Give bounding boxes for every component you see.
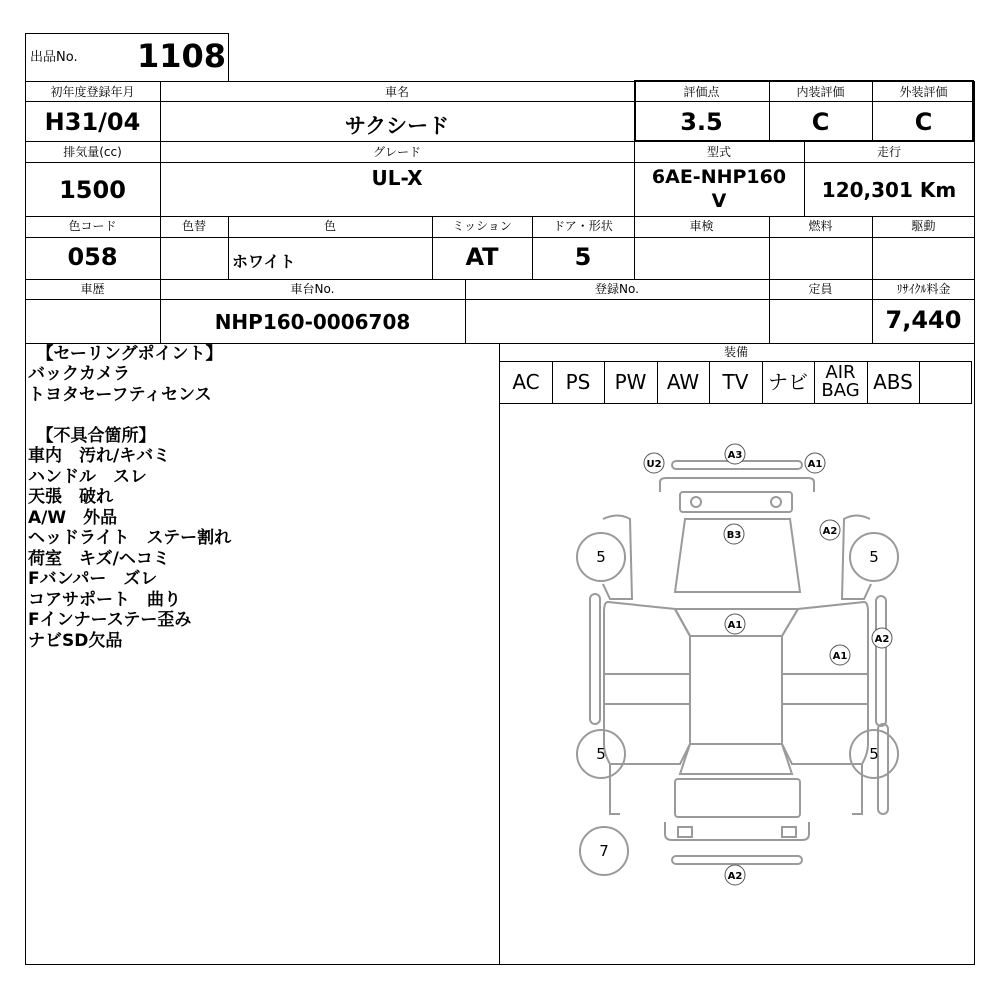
defect-item: ナビSD欠品 [28,631,123,651]
model-value-line2: V [711,190,727,212]
fuel-label: 燃料 [808,219,833,233]
car-name-value: サクシード [344,114,450,138]
selling-point-item: トヨタセーフティセンス [28,385,212,405]
defect-item: 荷室 キズ/ヘコミ [28,549,170,569]
repaint-label: 色替 [181,219,206,233]
lot-label: 出品No. [30,50,78,65]
defects-header: 【不具合箇所】 [28,426,156,446]
defect-item: コアサポート 曲り [28,590,181,610]
defect-item: 車内 汚れ/キバミ [28,446,171,466]
tire-rear-left: 5 [596,745,606,763]
score-label: 評価点 [683,85,720,99]
equipment-navi: ナビ [768,370,808,394]
damage-mark: A2 [727,871,743,882]
vehicle-diagram [500,404,972,964]
tire-front-right: 5 [869,548,879,566]
mileage-value: 120,301 Km [821,178,957,202]
equipment-airbag [814,362,867,402]
damage-mark: A1 [807,459,823,470]
exterior-grade-value: C [914,108,933,136]
drive-label: 駆動 [911,219,936,233]
equipment-tv: TV [722,370,749,394]
color-code-label: 色コード [68,219,117,233]
doors-value: 5 [574,243,592,271]
first-registration-value: H31/04 [44,108,141,136]
capacity-label: 定員 [808,282,833,296]
doors-label: ドア・形状 [553,219,613,233]
history-label: 車歴 [80,282,105,296]
grade-value: UL-X [371,166,423,190]
damage-mark: A1 [727,620,743,631]
defect-item: ハンドル スレ [28,467,147,487]
color-code-value: 058 [67,243,118,271]
equipment-ac: AC [512,370,540,394]
equipment-ps: PS [565,370,591,394]
equipment-abs: ABS [873,370,913,394]
first-registration-label: 初年度登録年月 [50,85,135,99]
tire-rear-right: 5 [869,745,879,763]
defect-item: A/W 外品 [28,508,118,528]
model-value-line1: 6AE-NHP160 [651,166,787,188]
damage-mark: U2 [646,459,662,470]
chassis-label: 車台No. [290,282,335,296]
exterior-grade-label: 外装評価 [899,85,948,99]
selling-point-item: バックカメラ [28,364,130,384]
score-value: 3.5 [680,108,723,136]
chassis-value: NHP160-0006708 [214,310,411,334]
damage-mark: A2 [822,526,838,537]
airbag-line1: AIR [825,362,856,383]
registration-label: 登録No. [595,282,639,296]
defect-item: Fインナーステー歪み [28,610,192,630]
displacement-value: 1500 [59,176,126,204]
car-name-label: 車名 [384,85,409,99]
model-label: 型式 [706,145,731,159]
displacement-label: 排気量(cc) [63,145,122,159]
recycle-fee-value: 7,440 [885,306,962,334]
mileage-label: 走行 [876,145,901,159]
color-label: 色 [323,219,336,233]
equipment-label: 装備 [723,345,748,359]
defect-item: ヘッドライト ステー割れ [28,528,232,548]
damage-mark: B3 [726,530,742,541]
defect-item: 天張 破れ [28,487,113,507]
recycle-fee-label: ﾘｻｲｸﾙ料金 [896,282,951,296]
lot-number: 1108 [136,37,226,75]
spare-tire: 7 [599,842,609,860]
interior-grade-value: C [811,108,830,136]
transmission-label: ミッション [452,219,512,233]
selling-points-header: 【セーリングポイント】 [28,344,223,364]
damage-mark: A2 [874,634,890,645]
grade-label: グレード [372,145,421,159]
equipment-pw: PW [614,370,647,394]
equipment-aw: AW [666,370,700,394]
tire-front-left: 5 [596,548,606,566]
airbag-line2: BAG [821,380,860,401]
interior-grade-label: 内装評価 [796,85,845,99]
transmission-value: AT [465,243,499,271]
defect-item: Fバンパー ズレ [28,569,158,589]
inspection-label: 車検 [689,219,714,233]
damage-mark: A3 [727,450,743,461]
damage-mark: A1 [832,651,848,662]
color-value: ホワイト [232,252,296,271]
